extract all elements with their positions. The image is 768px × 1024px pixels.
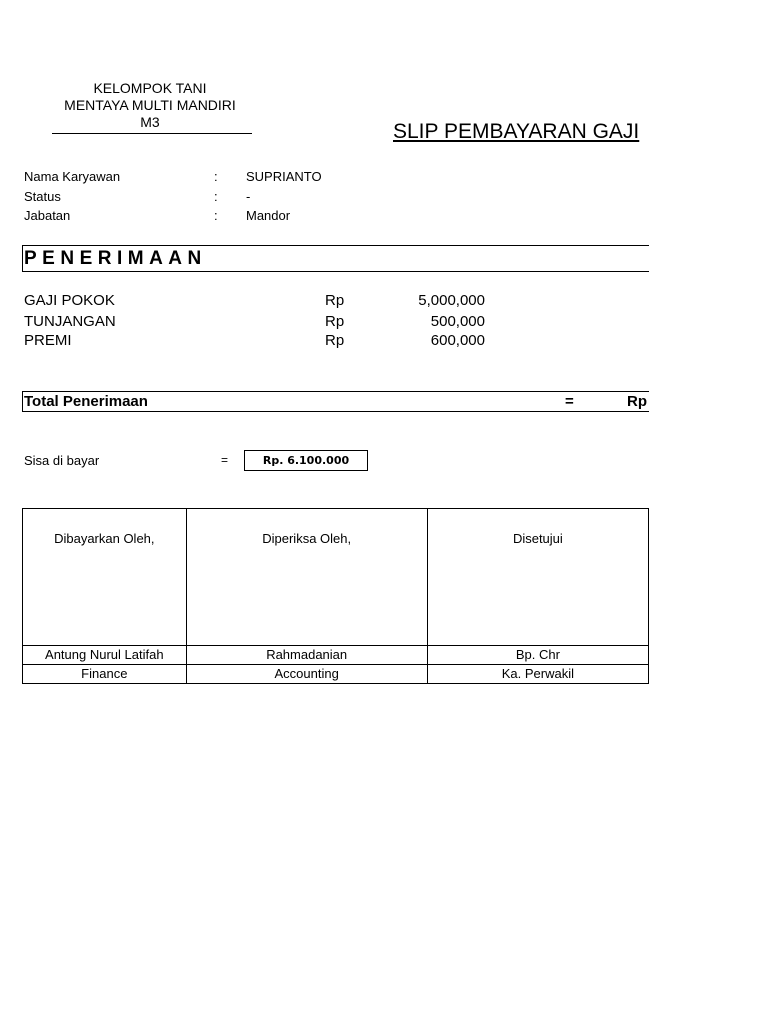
employee-status-label: Status (24, 189, 61, 204)
total-left-border (22, 391, 23, 412)
document-title: SLIP PEMBAYARAN GAJI (393, 120, 640, 143)
earnings-heading-left-border (22, 245, 23, 271)
total-bottom-border (22, 411, 649, 412)
organization-header (50, 80, 250, 131)
organization-line-2: MENTAYA MULTI MANDIRI (64, 97, 236, 113)
signatory-position: Finance (23, 665, 187, 684)
earning-item-amount: 600,000 (430, 332, 485, 349)
signature-position-row (23, 665, 649, 684)
signature-role-row (23, 509, 649, 646)
total-earnings-equals: = (565, 393, 574, 410)
signatory-name: Rahmadanian (186, 646, 427, 665)
balance-label: Sisa di bayar (24, 453, 100, 468)
organization-underline (52, 133, 252, 134)
signatory-name: Antung Nurul Latifah (23, 646, 187, 665)
signature-role: Disetujui (512, 531, 563, 546)
signature-table (22, 508, 649, 684)
earning-item-amount: 500,000 (430, 313, 485, 330)
earning-item-label: PREMI (24, 332, 72, 349)
total-earnings-currency: Rp (627, 393, 647, 410)
signature-cell-payer (23, 509, 187, 646)
balance-equals: = (221, 453, 229, 467)
employee-position-separator: : (214, 208, 218, 223)
earning-item-amount: 5,000,000 (418, 292, 485, 309)
signatory-name: Bp. Chr (427, 646, 648, 665)
employee-name-label: Nama Karyawan (24, 169, 121, 184)
signature-role: Dibayarkan Oleh, (54, 531, 155, 546)
total-earnings-label: Total Penerimaan (24, 393, 148, 410)
earning-item-label: GAJI POKOK (24, 292, 115, 309)
signatory-position: Accounting (186, 665, 427, 684)
organization-line-1: KELOMPOK TANI (93, 80, 207, 96)
earning-item-currency: Rp (325, 332, 345, 349)
employee-name-separator: : (214, 169, 218, 184)
earning-item-currency: Rp (325, 292, 345, 309)
employee-status-value: - (246, 189, 251, 204)
earnings-top-border (22, 245, 649, 246)
signature-cell-checker (186, 509, 427, 646)
employee-position-value: Mandor (246, 208, 291, 223)
earning-item-currency: Rp (325, 313, 345, 330)
employee-name-value: SUPRIANTO (246, 169, 322, 184)
earnings-heading: PENERIMAAN (24, 248, 207, 269)
total-top-border (22, 391, 649, 392)
employee-status-separator: : (214, 189, 218, 204)
signature-name-row (23, 646, 649, 665)
balance-amount-box: Rp. 6.100.000 (244, 450, 368, 471)
earnings-heading-bottom-border (22, 271, 649, 272)
organization-line-3: M3 (140, 114, 160, 130)
signature-role: Diperiksa Oleh, (262, 531, 352, 546)
signatory-position: Ka. Perwakil (427, 665, 648, 684)
earning-item-label: TUNJANGAN (24, 313, 116, 330)
signature-cell-approver (427, 509, 648, 646)
employee-position-label: Jabatan (24, 208, 71, 223)
